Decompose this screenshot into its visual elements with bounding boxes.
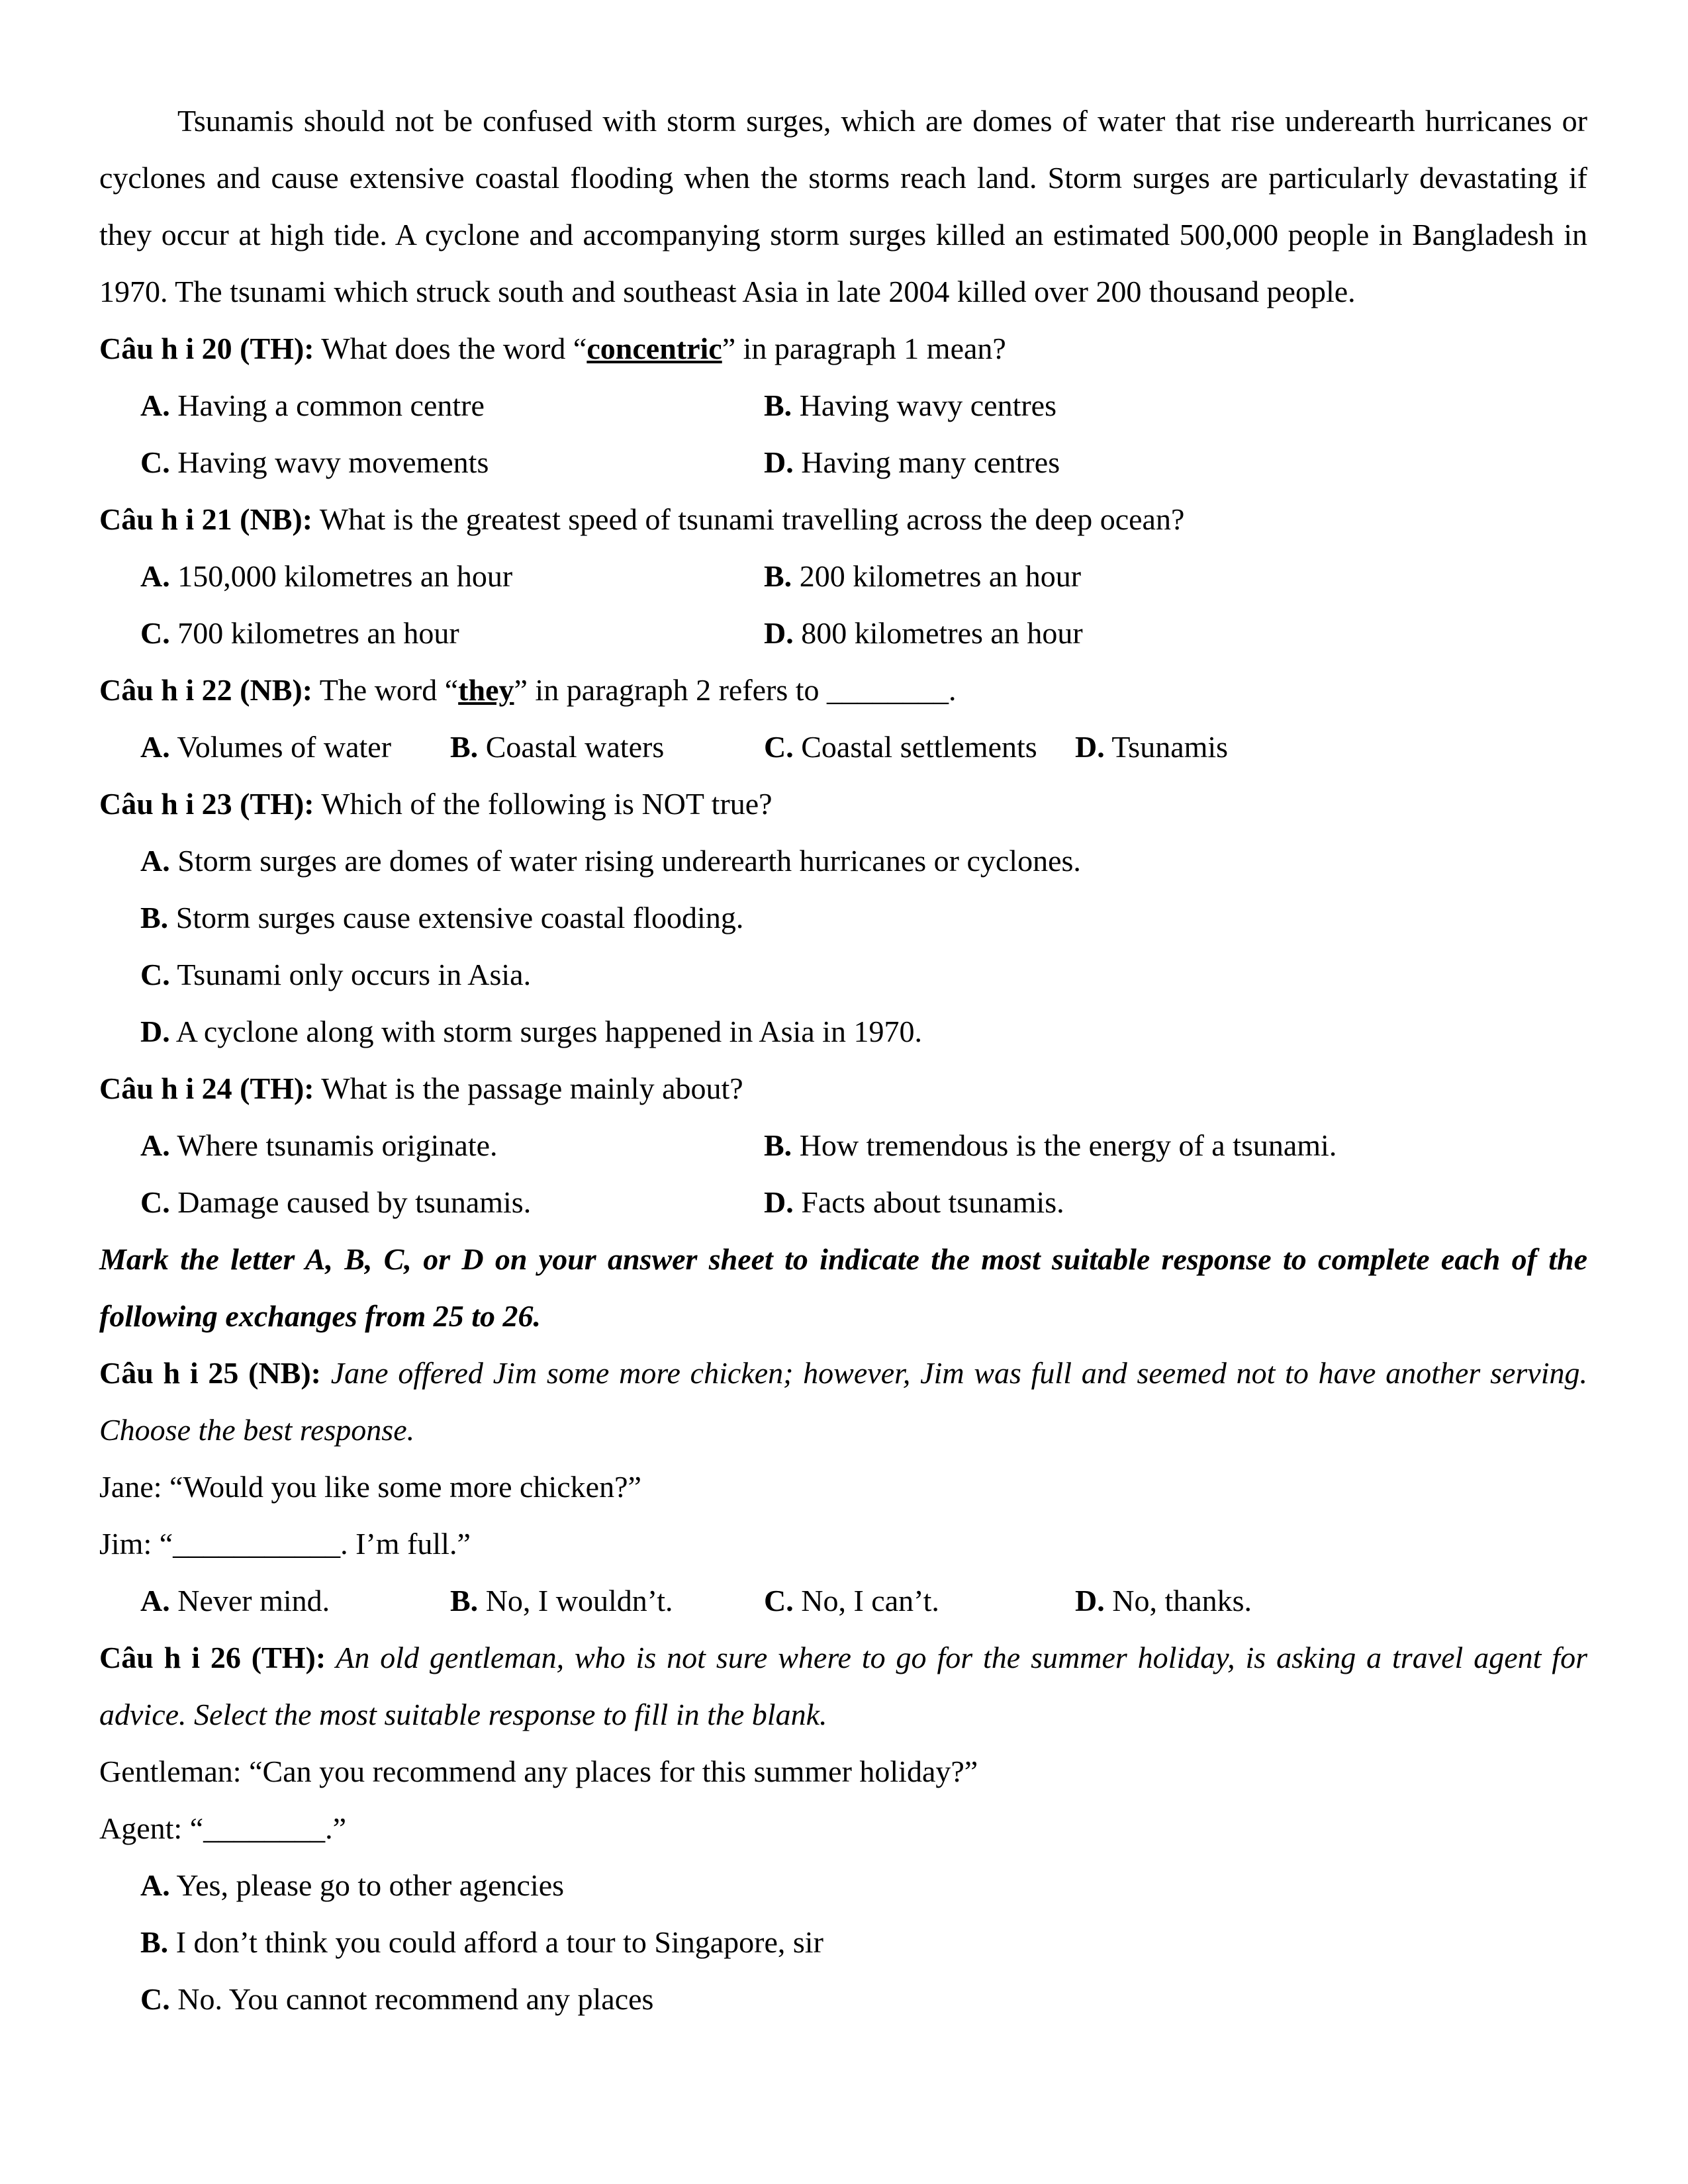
question-text: What is the greatest speed of tsunami travelling across the deep ocean?: [312, 502, 1185, 536]
option-b[interactable]: B. No, I wouldn’t.: [450, 1584, 673, 1617]
question-label: Câu h i 26 (TH):: [99, 1641, 326, 1674]
question-24: [99, 1060, 1587, 1117]
option-a[interactable]: A. Where tsunamis originate.: [140, 1128, 498, 1162]
question-label: Câu h i 23 (TH):: [99, 787, 314, 821]
option-c[interactable]: C. Having wavy movements: [140, 445, 489, 479]
options-row: [99, 605, 1587, 662]
options-row: [99, 1572, 1587, 1629]
option-d[interactable]: D. A cyclone along with storm surges happened in Asia in 1970.: [140, 1015, 922, 1048]
option-b[interactable]: B. I don’t think you could afford a tour to Singapore, sir: [140, 1925, 823, 1959]
dialogue-line: Jim: “___________. I’m full.”: [99, 1527, 471, 1561]
option-c[interactable]: C. No, I can’t.: [764, 1584, 939, 1617]
option-b[interactable]: B. Having wavy centres: [764, 388, 1056, 422]
dialogue-line: Gentleman: “Can you recommend any places for this summer holiday?”: [99, 1754, 978, 1788]
keyword: concentric: [586, 332, 722, 365]
option-c[interactable]: C. Coastal settlements: [764, 730, 1037, 764]
question-label: Câu h i 22 (NB):: [99, 673, 313, 707]
option-b[interactable]: B. How tremendous is the energy of a tsunami.: [764, 1128, 1337, 1162]
option-a[interactable]: A. Having a common centre: [140, 388, 485, 422]
question-26: [99, 1629, 1587, 1743]
option-d[interactable]: D. 800 kilometres an hour: [764, 616, 1083, 650]
options-row: [99, 719, 1587, 776]
question-text: ” in paragraph 1 mean?: [722, 332, 1006, 365]
options-row: [99, 377, 1587, 434]
options-row: [99, 434, 1587, 491]
dialogue-line: Jane: “Would you like some more chicken?”: [99, 1470, 641, 1504]
dialogue-line: Agent: “________.”: [99, 1811, 347, 1845]
option-d[interactable]: D. Facts about tsunamis.: [764, 1185, 1064, 1219]
question-prompt: An old gentleman, who is not sure where to go for the summer holiday, is asking a travel agent for advice. Select the most suitable response to fill in the blank.: [99, 1641, 1587, 1731]
option-a[interactable]: A. Never mind.: [140, 1584, 330, 1617]
option-b[interactable]: B. Coastal waters: [450, 730, 665, 764]
option-a[interactable]: A. Volumes of water: [140, 730, 392, 764]
question-21: [99, 491, 1587, 548]
question-22: [99, 662, 1587, 719]
options-row: [99, 1174, 1587, 1231]
question-20: [99, 320, 1587, 377]
question-prompt: Jane offered Jim some more chicken; however, Jim was full and seemed not to have another serving. Choose the best response.: [99, 1356, 1587, 1447]
keyword: they: [458, 673, 514, 707]
option-a[interactable]: A. 150,000 kilometres an hour: [140, 559, 513, 593]
question-label: Câu h i 21 (NB):: [99, 502, 313, 536]
option-a[interactable]: A. Yes, please go to other agencies: [140, 1868, 565, 1902]
option-b[interactable]: B. 200 kilometres an hour: [764, 559, 1082, 593]
question-label: Câu h i 25 (NB):: [99, 1356, 321, 1390]
option-c[interactable]: C. Damage caused by tsunamis.: [140, 1185, 532, 1219]
option-c[interactable]: C. 700 kilometres an hour: [140, 616, 459, 650]
question-label: Câu h i 24 (TH):: [99, 1071, 314, 1105]
option-d[interactable]: D. Having many centres: [764, 445, 1060, 479]
exam-page: [99, 93, 1587, 2028]
section-instruction: Mark the letter A, B, C, or D on your answer sheet to indicate the most suitable response to complete each of the following exchanges from 25 to 26.: [99, 1242, 1587, 1333]
question-text: The word “: [312, 673, 459, 707]
option-c[interactable]: C. No. You cannot recommend any places: [140, 1982, 654, 2016]
question-text: ” in paragraph 2 refers to ________.: [514, 673, 957, 707]
question-text: Which of the following is NOT true?: [314, 787, 773, 821]
question-text: What does the word “: [314, 332, 587, 365]
question-label: Câu h i 20 (TH):: [99, 332, 314, 365]
option-d[interactable]: D. No, thanks.: [1075, 1584, 1252, 1617]
options-row: [99, 1117, 1587, 1174]
passage-paragraph: Tsunamis should not be confused with storm surges, which are domes of water that rise underearth hurricanes or cyclones and cause extensive coastal flooding when the storms reach land. Storm surges are particularly devastating if they occur at high tide. A cyclone and accompanying storm surges killed an estimated 500,000 people in Bangladesh in 1970. The tsunami which struck south and southeast Asia in late 2004 killed over 200 thousand people.: [99, 104, 1587, 308]
option-a[interactable]: A. Storm surges are domes of water rising underearth hurricanes or cyclones.: [140, 844, 1081, 878]
question-25: [99, 1345, 1587, 1459]
option-d[interactable]: D. Tsunamis: [1075, 730, 1229, 764]
option-b[interactable]: B. Storm surges cause extensive coastal flooding.: [140, 901, 744, 934]
options-row: [99, 548, 1587, 605]
question-23: [99, 776, 1587, 833]
question-text: What is the passage mainly about?: [314, 1071, 743, 1105]
option-c[interactable]: C. Tsunami only occurs in Asia.: [140, 958, 532, 991]
